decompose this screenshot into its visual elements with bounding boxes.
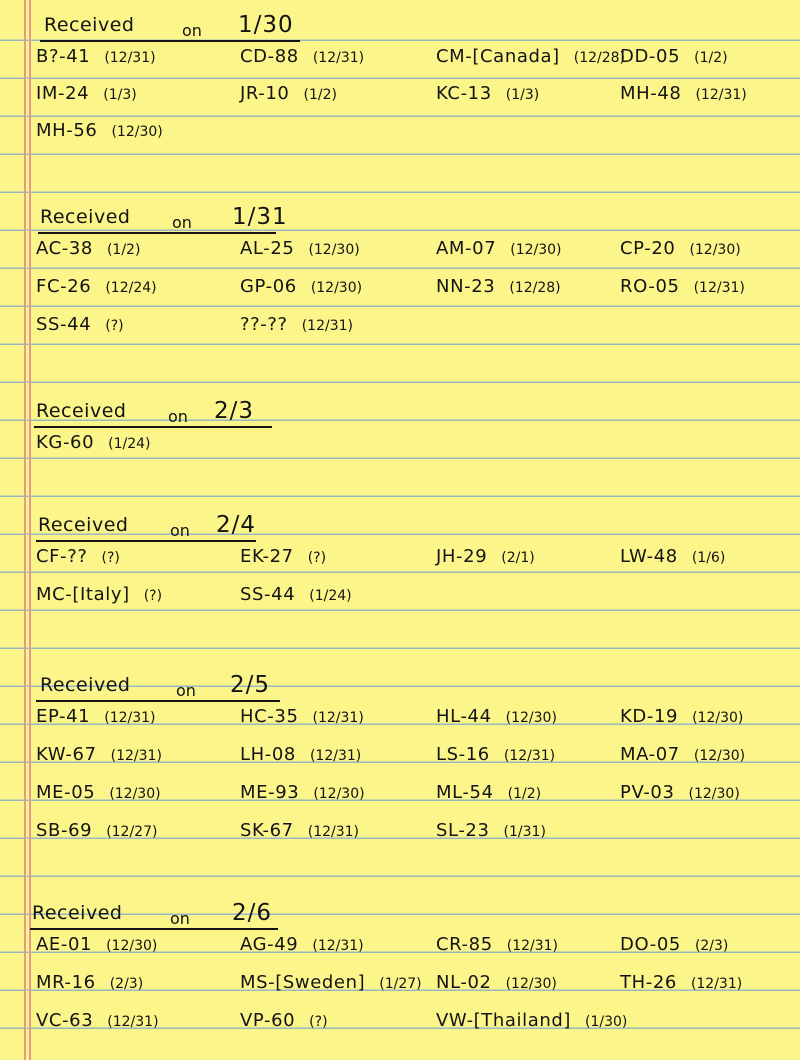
entry-code: CP-20: [620, 238, 676, 259]
entry-code: SL-23: [436, 820, 490, 841]
received-label: Received: [38, 514, 129, 536]
entry-code: SB-69: [36, 820, 93, 841]
entry-code: CR-85: [436, 934, 493, 955]
entry-code: HL-44: [436, 706, 492, 727]
entry-date: (1/2): [106, 242, 141, 258]
list-item: [436, 820, 546, 841]
entry-code: CD-88: [240, 46, 299, 67]
received-date: 2/6: [232, 900, 273, 926]
entry-code: SS-44: [240, 584, 296, 605]
entry-date: (12/31): [506, 938, 559, 954]
list-item: [620, 276, 745, 297]
entry-date: (1/27): [379, 976, 422, 992]
list-item: [240, 314, 353, 335]
entry-code: LH-08: [240, 744, 296, 765]
list-item: [620, 546, 725, 567]
entry-date: (12/31): [690, 976, 743, 992]
section-heading: [0, 672, 320, 702]
on-label: on: [182, 21, 202, 40]
entry-date: (1/2): [694, 50, 728, 66]
entry-code: JR-10: [240, 83, 290, 104]
entry-code: AM-07: [436, 238, 497, 259]
on-label: on: [170, 909, 190, 928]
received-date: 2/3: [214, 398, 255, 424]
list-item: [436, 546, 535, 567]
list-item: [36, 432, 151, 453]
list-item: [36, 238, 140, 259]
list-item: [240, 584, 352, 605]
list-item: [620, 744, 745, 765]
received-date: 1/31: [232, 204, 288, 230]
entry-code: AE-01: [36, 934, 93, 955]
entry-date: (12/31): [312, 710, 364, 726]
heading-underline: [36, 700, 280, 702]
list-item: [436, 972, 557, 993]
entry-date: (?): [143, 588, 163, 604]
list-item: [36, 46, 156, 67]
entry-date: (1/3): [505, 87, 540, 103]
list-item: [436, 934, 558, 955]
entry-date: (12/31): [695, 87, 747, 103]
list-item: [36, 934, 157, 955]
entry-code: VC-63: [36, 1010, 94, 1031]
entry-date: (12/28): [509, 280, 561, 296]
entry-date: (1/30): [585, 1014, 628, 1030]
list-item: [36, 314, 124, 335]
on-label: on: [176, 681, 196, 700]
list-item: [240, 934, 364, 955]
list-item: [240, 238, 360, 259]
list-item: [436, 744, 555, 765]
list-item: [620, 83, 747, 104]
entry-code: KG-60: [36, 432, 95, 453]
entry-code: RO-05: [620, 276, 680, 297]
received-label: Received: [44, 14, 135, 36]
entry-code: LW-48: [620, 546, 678, 567]
entry-code: MA-07: [620, 744, 680, 765]
entry-code: PV-03: [620, 782, 675, 803]
list-item: [240, 744, 361, 765]
entry-code: B?-41: [36, 46, 91, 67]
entry-date: (?): [101, 550, 120, 566]
heading-underline: [38, 232, 276, 234]
entry-code: KW-67: [36, 744, 97, 765]
entry-code: NN-23: [436, 276, 496, 297]
entry-date: (12/30): [111, 124, 163, 140]
list-item: [620, 782, 740, 803]
entry-date: (12/31): [301, 318, 353, 334]
entry-date: (12/30): [310, 280, 363, 296]
entry-date: (12/30): [689, 242, 741, 258]
list-item: [36, 584, 162, 605]
entry-code: HC-35: [240, 706, 299, 727]
list-item: [36, 546, 120, 567]
entry-date: (1/24): [108, 436, 151, 452]
entry-date: (12/30): [692, 710, 744, 726]
entry-code: SK-67: [240, 820, 294, 841]
entry-code: TH-26: [620, 972, 677, 993]
entry-code: SS-44: [36, 314, 92, 335]
entry-date: (12/30): [688, 786, 740, 802]
received-date: 1/30: [238, 12, 294, 38]
entry-code: CF-??: [36, 546, 88, 567]
entry-date: (12/30): [693, 748, 746, 764]
entry-code: AL-25: [240, 238, 295, 259]
entry-code: EP-41: [36, 706, 91, 727]
entry-date: (12/31): [693, 280, 745, 296]
list-item: [36, 782, 161, 803]
entry-date: (12/31): [104, 50, 156, 66]
heading-underline: [30, 928, 278, 930]
entry-date: (1/2): [507, 786, 542, 802]
entry-code: ML-54: [436, 782, 494, 803]
entry-date: (12/28): [573, 50, 626, 66]
entry-date: (12/30): [505, 976, 557, 992]
list-item: [620, 934, 728, 955]
list-item: [36, 1010, 159, 1031]
entry-code: IM-24: [36, 83, 90, 104]
entry-code: KC-13: [436, 83, 492, 104]
entry-date: (2/1): [501, 550, 535, 566]
list-item: [240, 546, 326, 567]
entry-date: (12/31): [312, 938, 364, 954]
list-item: [620, 46, 728, 67]
list-item: [240, 1010, 328, 1031]
entry-date: (12/31): [309, 748, 362, 764]
entry-code: DD-05: [620, 46, 681, 67]
entry-date: (12/24): [105, 280, 157, 296]
entry-date: (12/31): [104, 710, 156, 726]
list-item: [240, 706, 364, 727]
section-heading: [0, 12, 320, 42]
entry-date: (12/30): [308, 242, 360, 258]
entry-code: MC-[Italy]: [36, 584, 130, 605]
list-item: [240, 276, 362, 297]
list-item: [36, 120, 163, 141]
list-item: [240, 46, 364, 67]
entry-code: NL-02: [436, 972, 492, 993]
list-item: [240, 83, 337, 104]
list-item: [240, 820, 359, 841]
entry-code: LS-16: [436, 744, 490, 765]
entry-code: MH-56: [36, 120, 98, 141]
list-item: [436, 706, 557, 727]
list-item: [436, 83, 539, 104]
entry-date: (1/31): [503, 824, 546, 840]
entry-code: MH-48: [620, 83, 682, 104]
entry-code: EK-27: [240, 546, 294, 567]
entry-date: (12/31): [503, 748, 556, 764]
section-heading: [0, 900, 320, 930]
entry-code: VP-60: [240, 1010, 296, 1031]
entry-code: MS-[Sweden]: [240, 972, 366, 993]
list-item: [36, 276, 157, 297]
entry-date: (12/31): [312, 50, 365, 66]
entry-date: (12/27): [106, 824, 158, 840]
entry-date: (2/3): [109, 976, 144, 992]
received-label: Received: [32, 902, 123, 924]
entry-date: (12/30): [106, 938, 158, 954]
heading-underline: [40, 40, 300, 42]
section-heading: [0, 512, 320, 542]
on-label: on: [168, 407, 188, 426]
entry-date: (1/24): [309, 588, 352, 604]
list-item: [36, 820, 157, 841]
entry-date: (12/30): [313, 786, 365, 802]
entry-code: ??-??: [240, 314, 288, 335]
entry-code: KD-19: [620, 706, 679, 727]
entry-date: (?): [307, 550, 327, 566]
list-item: [240, 782, 365, 803]
entry-date: (12/31): [110, 748, 162, 764]
received-label: Received: [40, 674, 131, 696]
list-item: [436, 1010, 627, 1031]
list-item: [620, 238, 741, 259]
entry-code: GP-06: [240, 276, 297, 297]
received-date: 2/5: [230, 672, 271, 698]
list-item: [436, 238, 562, 259]
entry-date: (1/6): [691, 550, 726, 566]
list-item: [436, 276, 561, 297]
list-item: [436, 782, 541, 803]
entry-date: (12/31): [107, 1014, 159, 1030]
entry-date: (2/3): [694, 938, 729, 954]
entry-code: CM-[Canada]: [436, 46, 560, 67]
entry-date: (12/30): [510, 242, 562, 258]
section-heading: [0, 398, 320, 428]
list-item: [36, 83, 137, 104]
entry-date: (12/30): [109, 786, 161, 802]
entry-code: DO-05: [620, 934, 681, 955]
entry-date: (?): [309, 1014, 328, 1030]
entry-date: (12/30): [505, 710, 557, 726]
list-item: [436, 46, 625, 67]
section-heading: [0, 204, 320, 234]
list-item: [240, 972, 422, 993]
heading-underline: [34, 426, 272, 428]
list-item: [620, 706, 743, 727]
on-label: on: [170, 521, 190, 540]
received-label: Received: [40, 206, 131, 228]
list-item: [620, 972, 742, 993]
list-item: [36, 744, 162, 765]
entry-date: (1/3): [103, 87, 137, 103]
heading-underline: [36, 540, 256, 542]
entry-date: (?): [105, 318, 124, 334]
received-date: 2/4: [216, 512, 257, 538]
entry-code: VW-[Thailand]: [436, 1010, 572, 1031]
entry-code: FC-26: [36, 276, 92, 297]
entry-code: JH-29: [436, 546, 488, 567]
entry-date: (1/2): [303, 87, 337, 103]
entry-code: MR-16: [36, 972, 96, 993]
list-item: [36, 706, 156, 727]
entry-code: ME-05: [36, 782, 96, 803]
list-item: [36, 972, 143, 993]
entry-code: AC-38: [36, 238, 93, 259]
entry-code: ME-93: [240, 782, 300, 803]
received-label: Received: [36, 400, 127, 422]
on-label: on: [172, 213, 192, 232]
entry-date: (12/31): [307, 824, 360, 840]
entry-code: AG-49: [240, 934, 299, 955]
